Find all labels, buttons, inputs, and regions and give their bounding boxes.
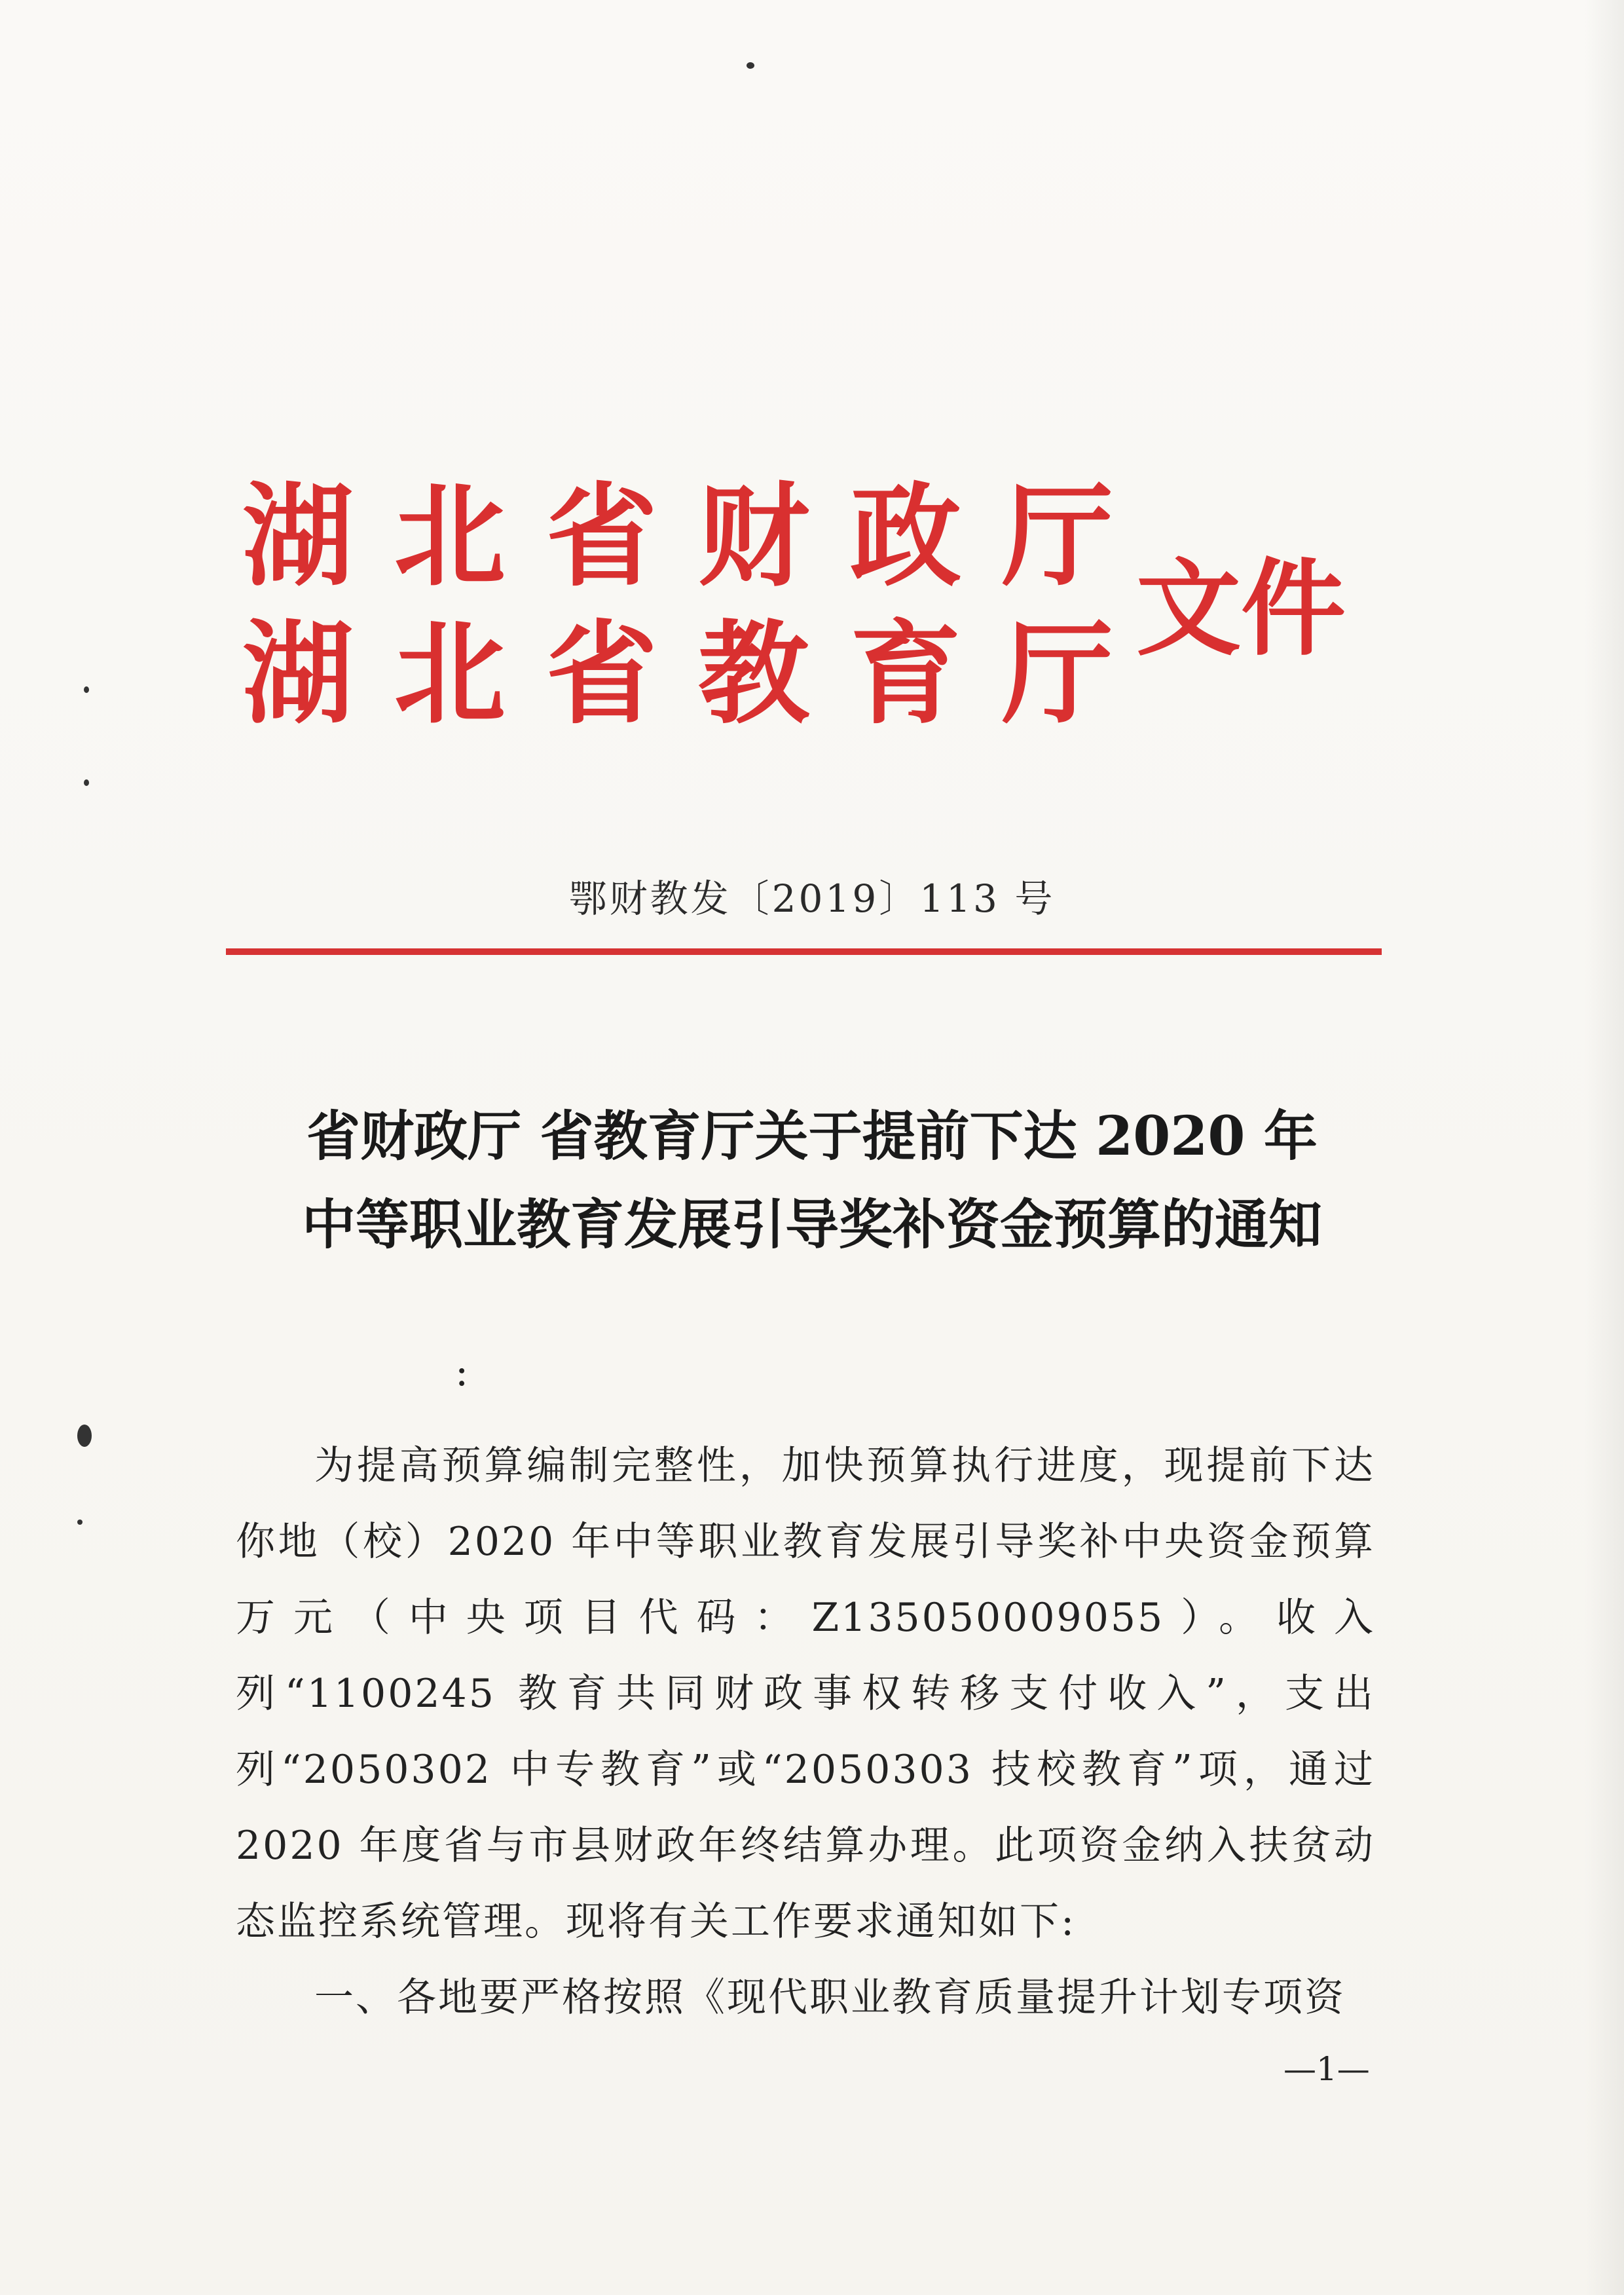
scan-speck xyxy=(747,62,754,69)
body-paragraph-2: 一、各地要严格按照《现代职业教育质量提升计划专项资 xyxy=(314,1975,1346,2021)
body-paragraph-1: 为提高预算编制完整性，加快预算执行进度，现提前下达你地（校）2020 年中等职业教育发展引导奖补中央资金预算 万元（中央项目代码：Z135050009055）。收入列“1100245 教育共同财政事权转移支付收入”，支出列“2050302 中专教育”或“2050303 技校教育”项，通过 2020 年度省与市县财政年终结算办理。此项资金纳入扶贫动态监控系统管理。现将有关工作要求通知如下: xyxy=(236,1443,1375,1945)
red-divider-line xyxy=(226,948,1382,955)
page-number: —1— xyxy=(1283,2050,1370,2088)
letterhead xyxy=(242,472,1369,760)
body-text xyxy=(236,1428,1375,2036)
scan-speck xyxy=(77,1520,83,1525)
letterhead-org-education: 湖北省教育厅 xyxy=(242,610,1154,739)
letterhead-document-word: 文件 xyxy=(1136,548,1346,670)
scan-edge-shadow xyxy=(1585,0,1624,2295)
scan-speck xyxy=(84,686,89,693)
document-title-line-2: 中等职业教育发展引导奖补资金预算的通知 xyxy=(301,1193,1322,1256)
scan-speck xyxy=(77,1425,92,1447)
document-title-line-1: 省财政厅 省教育厅关于提前下达 2020 年 xyxy=(306,1105,1318,1168)
addressee: : xyxy=(455,1349,469,1395)
document-number: 鄂财教发〔2019〕113 号 xyxy=(568,876,1056,921)
letterhead-org-finance: 湖北省财政厅 xyxy=(242,472,1154,602)
scan-speck xyxy=(84,779,89,786)
